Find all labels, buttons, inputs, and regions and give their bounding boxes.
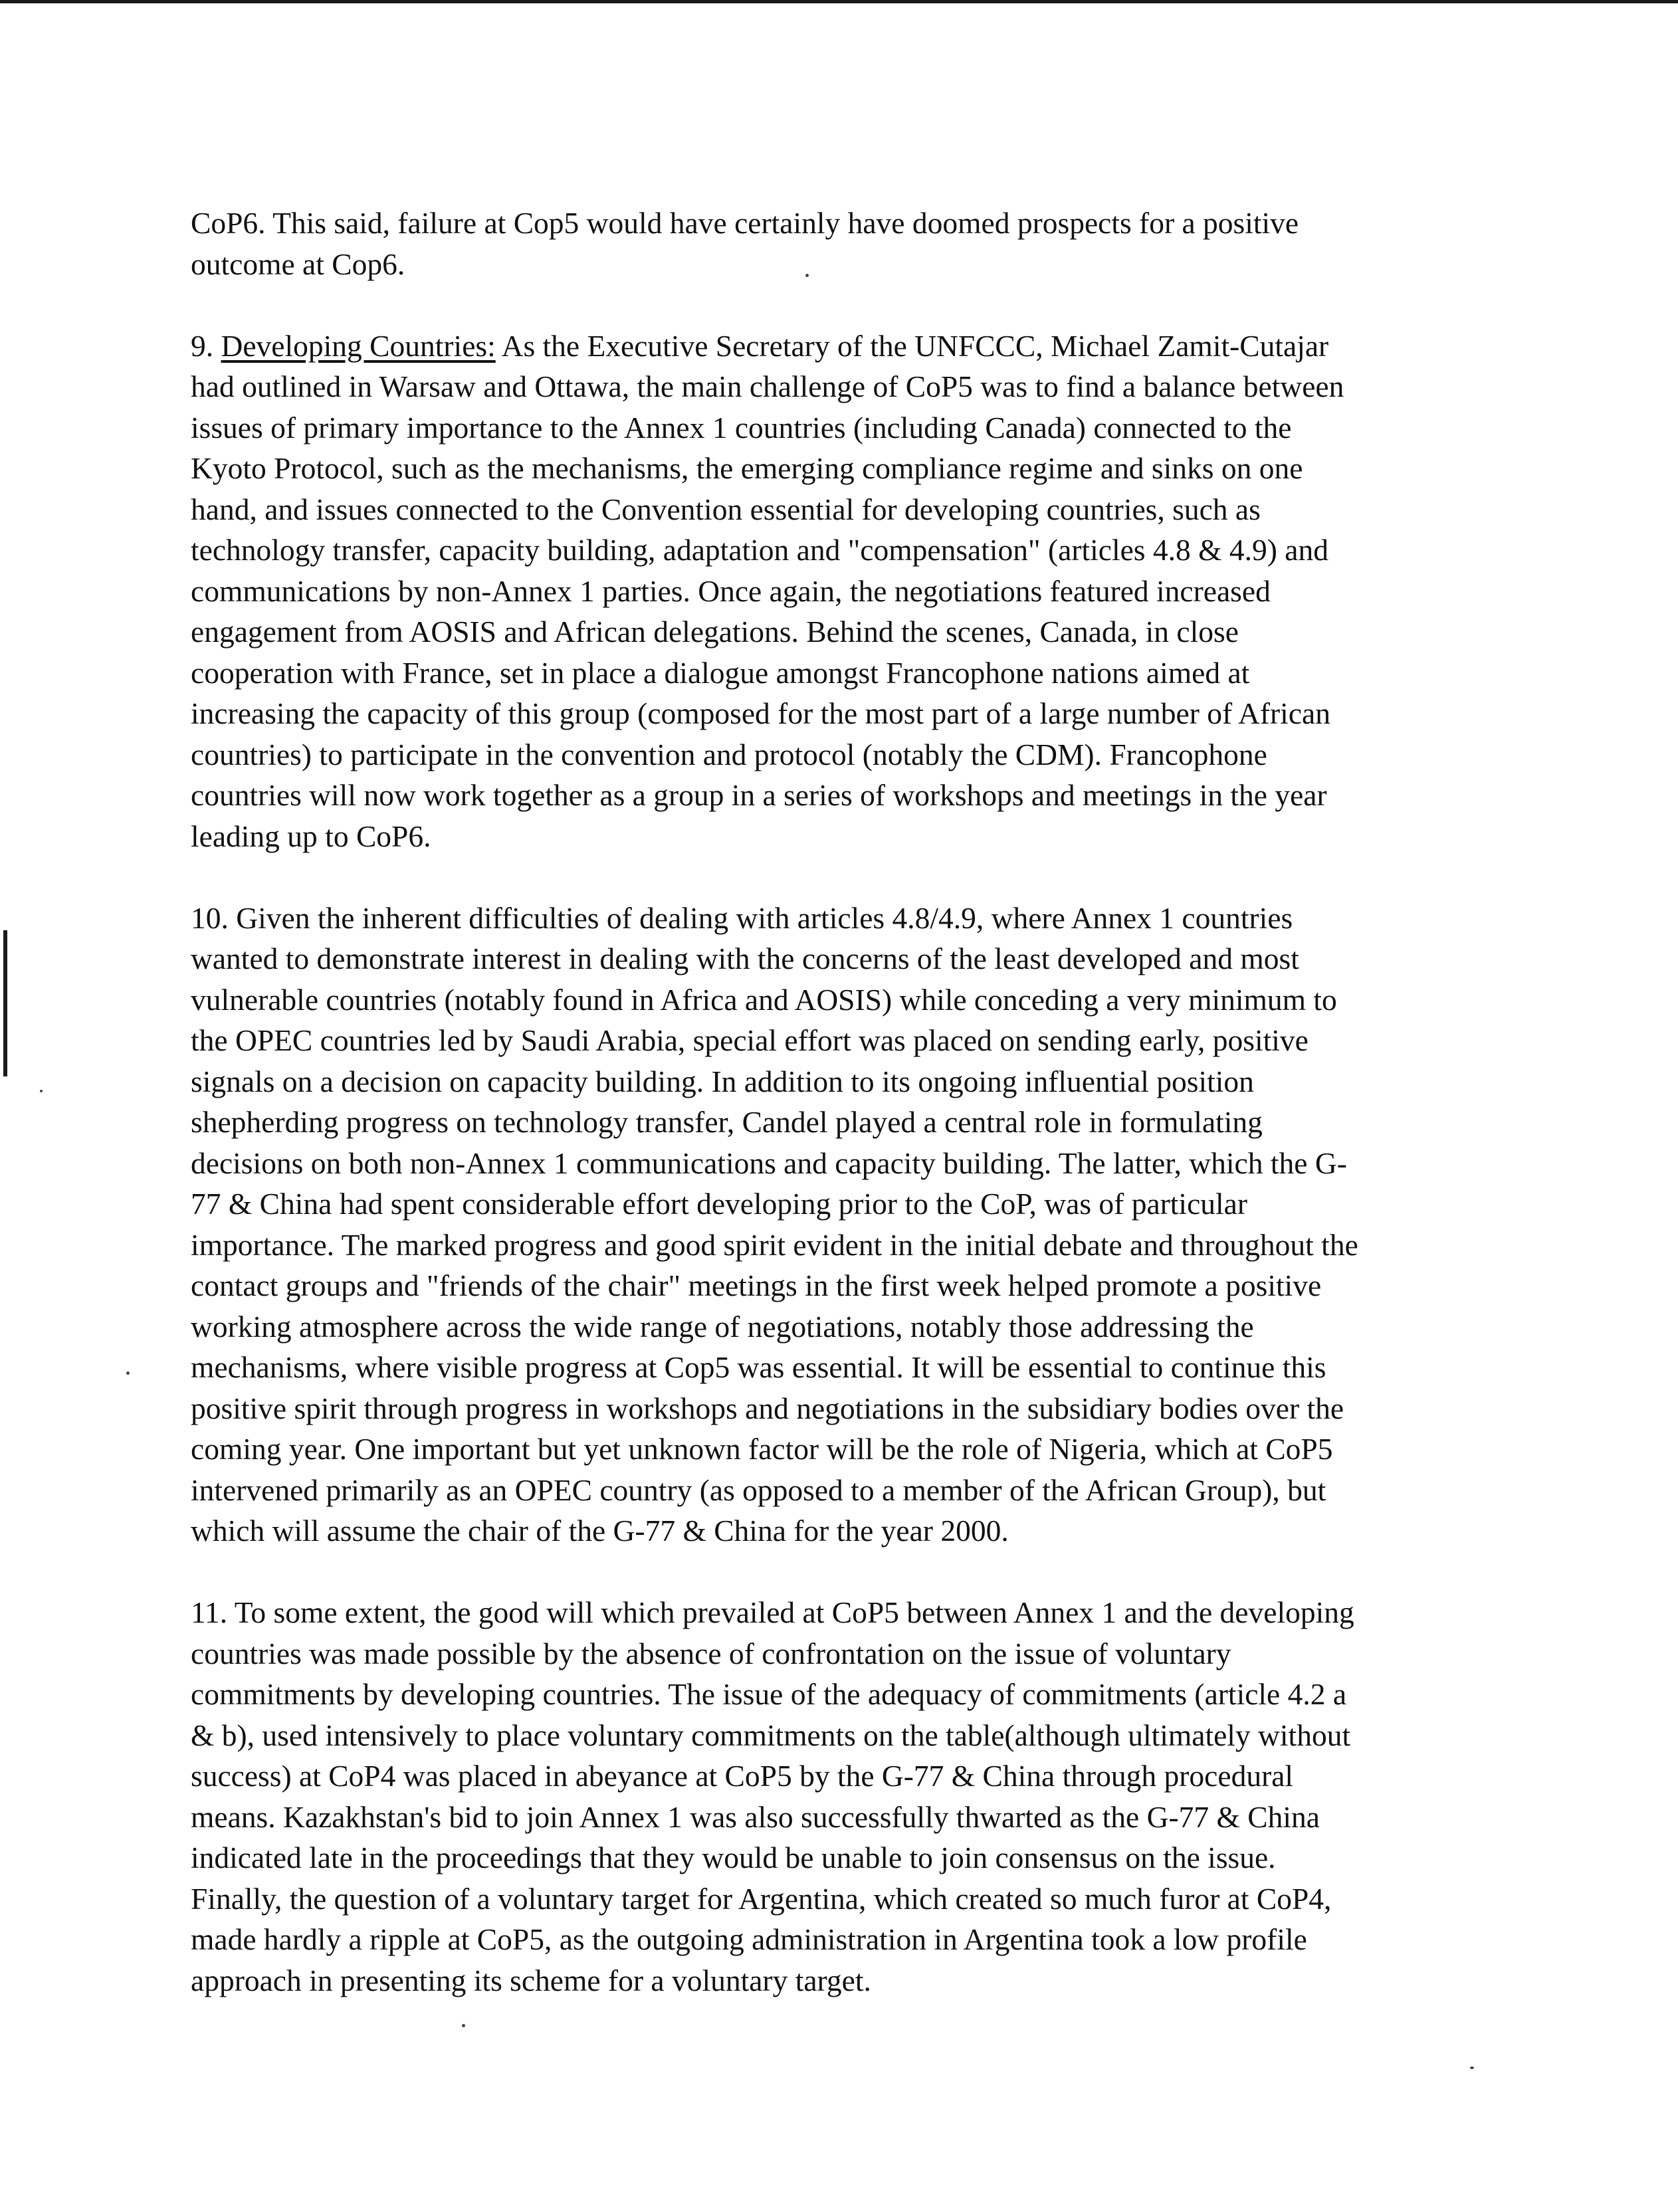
text-line: issues of primary importance to the Annex 1 countries (including Canada) connected to the — [191, 410, 1292, 445]
text-line: leading up to CoP6. — [191, 819, 431, 853]
text-line: approach in presenting its scheme for a voluntary target. — [191, 1963, 871, 1997]
text-line: hand, and issues connected to the Convention essential for developing countries, such as — [191, 492, 1261, 526]
scan-speck — [1470, 2066, 1474, 2069]
scan-margin-mark — [3, 930, 7, 1076]
text-line: Kyoto Protocol, such as the mechanisms, the emerging compliance regime and sinks on one — [191, 451, 1303, 485]
text-line: cooperation with France, set in place a dialogue amongst Francophone nations aimed at — [191, 655, 1250, 690]
text-line: commitments by developing countries. The issue of the adequacy of commitments (article 4.2 a — [191, 1677, 1347, 1711]
text-line: coming year. One important but yet unknown factor will be the role of Nigeria, which at CoP5 — [191, 1432, 1333, 1466]
text-line: means. Kazakhstan's bid to join Annex 1 was also successfully thwarted as the G-77 & China — [191, 1799, 1320, 1834]
text-line: success) at CoP4 was placed in abeyance at CoP5 by the G-77 & China through procedural — [191, 1759, 1294, 1793]
text-line: had outlined in Warsaw and Ottawa, the main challenge of CoP5 was to find a balance between — [191, 369, 1344, 403]
text-line: Finally, the question of a voluntary target for Argentina, which created so much furor at CoP4, — [191, 1881, 1332, 1916]
text-line: importance. The marked progress and good spirit evident in the initial debate and throughout the — [191, 1227, 1358, 1262]
text-line: positive spirit through progress in workshops and negotiations in the subsidiary bodies over the — [191, 1391, 1344, 1425]
text-line: wanted to demonstrate interest in dealing with the concerns of the least developed and most — [191, 942, 1299, 975]
text-line: communications by non-Annex 1 parties. Once again, the negotiations featured increased — [191, 573, 1271, 608]
scan-speck — [126, 1371, 130, 1375]
text-run: As the Executive Secretary of the UNFCCC, Michael Zamit-Cutajar — [495, 328, 1329, 363]
paragraph-11 — [191, 1592, 1560, 2001]
text-line: intervened primarily as an OPEC country (as opposed to a member of the African Group), but — [191, 1472, 1326, 1507]
text-line: outcome at Cop6. — [191, 247, 405, 281]
text-line: technology transfer, capacity building, adaptation and "compensation" (articles 4.8 & 4.9) and — [191, 533, 1328, 567]
text-line — [191, 326, 1560, 367]
text-line: CoP6. This said, failure at Cop5 would have certainly have doomed prospects for a positive — [191, 206, 1299, 240]
paragraph-8-continued — [191, 203, 1560, 284]
text-line: 11. To some extent, the good will which prevailed at CoP5 between Annex 1 and the developing — [191, 1595, 1354, 1629]
text-line: working atmosphere across the wide range of negotiations, notably those addressing the — [191, 1309, 1254, 1344]
text-line: made hardly a ripple at CoP5, as the outgoing administration in Argentina took a low profile — [191, 1922, 1307, 1956]
text-line: indicated late in the proceedings that they would be unable to join consensus on the issue. — [191, 1841, 1276, 1874]
text-line: vulnerable countries (notably found in Africa and AOSIS) while conceding a very minimum to — [191, 982, 1337, 1017]
text-line: & b), used intensively to place voluntary commitments on the table(although ultimately without — [191, 1718, 1351, 1752]
text-line: signals on a decision on capacity building. In addition to its ongoing influential position — [191, 1064, 1254, 1098]
document-body — [191, 203, 1560, 2001]
text-line: countries was made possible by the absence of confrontation on the issue of voluntary — [191, 1636, 1231, 1670]
section-heading: Developing Countries: — [221, 328, 496, 363]
text-line: contact groups and "friends of the chair" meetings in the first week helped promote a positive — [191, 1268, 1322, 1302]
text-line: countries will now work together as a group in a series of workshops and meetings in the year — [191, 778, 1327, 812]
text-line: increasing the capacity of this group (composed for the most part of a large number of African — [191, 696, 1330, 730]
paragraph-10 — [191, 898, 1560, 1552]
text-line: countries) to participate in the convention and protocol (notably the CDM). Francophone — [191, 737, 1267, 771]
scan-top-edge — [0, 0, 1678, 3]
scan-speck — [462, 2024, 465, 2027]
text-line: decisions on both non-Annex 1 communications and capacity building. The latter, which the G- — [191, 1146, 1347, 1180]
text-line: 10. Given the inherent difficulties of dealing with articles 4.8/4.9, where Annex 1 countries — [191, 900, 1293, 935]
text-line: shepherding progress on technology transfer, Candel played a central role in formulating — [191, 1105, 1263, 1139]
text-line: the OPEC countries led by Saudi Arabia, special effort was placed on sending early, positive — [191, 1023, 1309, 1057]
paragraph-number: 9. — [191, 328, 221, 363]
scan-speck — [40, 1090, 43, 1092]
text-line: engagement from AOSIS and African delegations. Behind the scenes, Canada, in close — [191, 615, 1239, 649]
paragraph-9 — [191, 326, 1560, 857]
text-line: which will assume the chair of the G-77 & China for the year 2000. — [191, 1514, 1009, 1548]
text-line: 77 & China had spent considerable effort developing prior to the CoP, was of particular — [191, 1187, 1248, 1221]
text-line: mechanisms, where visible progress at Cop5 was essential. It will be essential to continue this — [191, 1350, 1326, 1384]
